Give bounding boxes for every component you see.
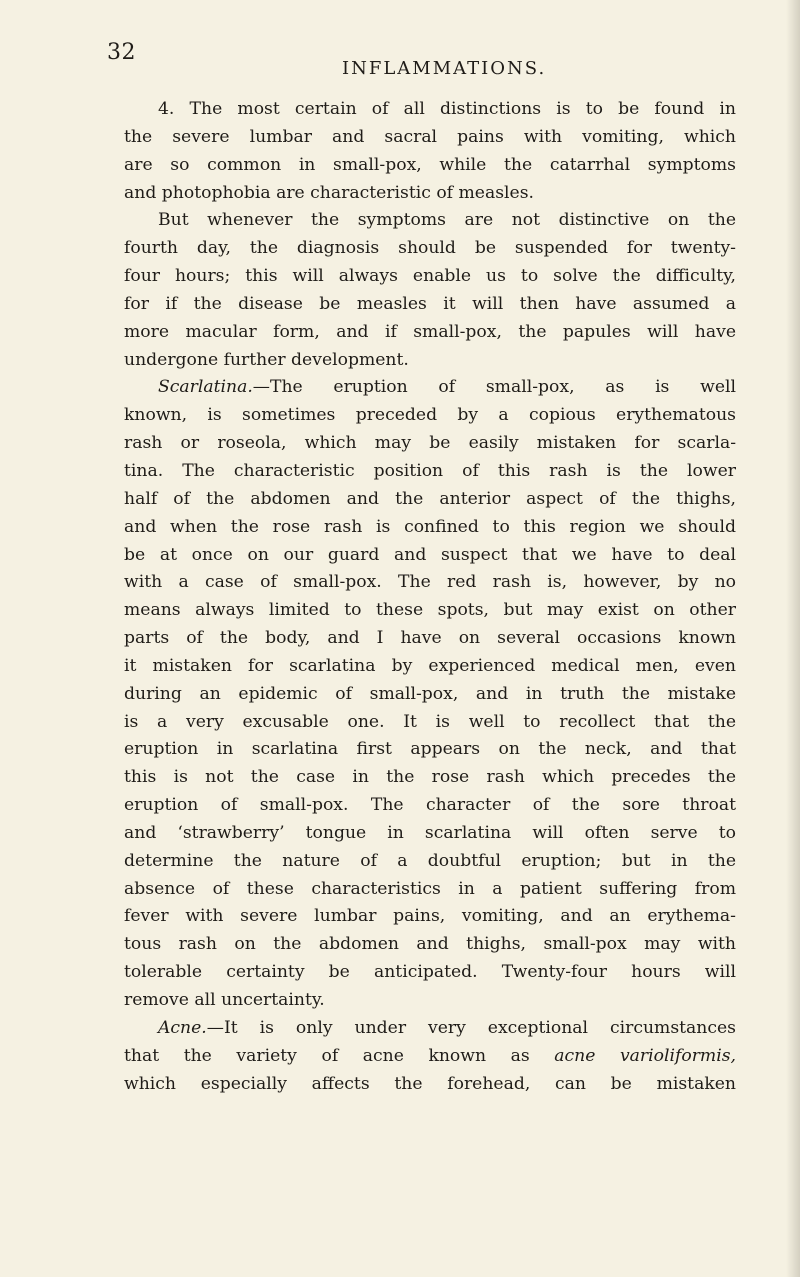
- text-line: are so common in small-pox, while the catarrhal symptoms: [124, 154, 736, 175]
- text-line: eruption in scarlatina first appears on the neck, and that: [124, 739, 736, 760]
- text-line: four hours; this will always enable us to solve the difficulty,: [124, 266, 736, 287]
- text-line: it mistaken for scarlatina by experienced medical men, even: [124, 655, 736, 676]
- text-line-scarlatina: Scarlatina.—The eruption of small-pox, as is well: [158, 377, 736, 398]
- text-line-acne: [124, 1015, 736, 1043]
- text-line: and ‘strawberry’ tongue in scarlatina will often serve to: [124, 822, 736, 843]
- acne-varioliformis-term: acne varioliformis,: [554, 1045, 736, 1066]
- text-line: and photophobia are characteristic of measles.: [124, 182, 534, 203]
- acne-variety-text: that the variety of acne known as: [124, 1045, 530, 1066]
- body-text: [124, 96, 736, 1098]
- text-line: during an epidemic of small-pox, and in truth the mistake: [124, 683, 736, 704]
- text-line: fever with severe lumbar pains, vomiting, and an erythema-: [124, 906, 736, 927]
- text-line-acne-term: [124, 1043, 736, 1071]
- acne-text: —It is only under very exceptional circumstances: [206, 1017, 736, 1038]
- text-line: tous rash on the abdomen and thighs, small-pox may with: [124, 934, 736, 955]
- text-line: parts of the body, and I have on several occasions known: [124, 628, 736, 649]
- page-edge-shadow: [786, 0, 800, 1277]
- text-line: undergone further development.: [124, 349, 409, 370]
- page-number: 32: [107, 40, 136, 65]
- text-line: for if the disease be measles it will then have assumed a: [124, 293, 736, 314]
- text-line: rash or roseola, which may be easily mistaken for scarla-: [124, 433, 736, 454]
- text-line: with a case of small-pox. The red rash is, however, by no: [124, 572, 736, 593]
- text-line: fourth day, the diagnosis should be suspended for twenty-: [124, 238, 736, 259]
- scarlatina-text: The eruption of small-pox, as is well: [269, 377, 736, 398]
- text-line: the severe lumbar and sacral pains with vomiting, which: [124, 126, 736, 147]
- text-line: determine the nature of a doubtful eruption; but in the: [124, 850, 736, 871]
- text-line: 4. The most certain of all distinctions is to be found in: [158, 99, 736, 119]
- text-line: more macular form, and if small-pox, the papules will have: [124, 321, 736, 342]
- text-line: remove all uncertainty.: [124, 990, 325, 1010]
- text-line: is a very excusable one. It is well to recollect that the: [124, 711, 736, 732]
- text-line: tina. The characteristic position of this rash is the lower: [124, 460, 736, 481]
- text-line: which especially affects the forehead, can be mistaken: [124, 1073, 736, 1094]
- running-head: INFLAMMATIONS.: [342, 58, 547, 79]
- scarlatina-heading: Scarlatina.: [158, 377, 253, 398]
- text-line: absence of these characteristics in a patient suffering from: [124, 878, 736, 899]
- text-line: be at once on our guard and suspect that we have to deal: [124, 544, 736, 565]
- text-line: But whenever the symptoms are not distinctive on the: [158, 210, 736, 231]
- text-line: half of the abdomen and the anterior aspect of the thighs,: [124, 488, 736, 509]
- text-line: this is not the case in the rose rash which precedes the: [124, 767, 736, 788]
- text-line: means always limited to these spots, but may exist on other: [124, 600, 736, 621]
- acne-heading: Acne.: [158, 1017, 207, 1038]
- text-line: and when the rose rash is confined to this region we should: [124, 516, 736, 537]
- text-line: eruption of small-pox. The character of the sore throat: [124, 795, 736, 816]
- text-line: known, is sometimes preceded by a copious erythematous: [124, 405, 736, 426]
- text-line: tolerable certainty be anticipated. Twenty-four hours will: [124, 962, 736, 983]
